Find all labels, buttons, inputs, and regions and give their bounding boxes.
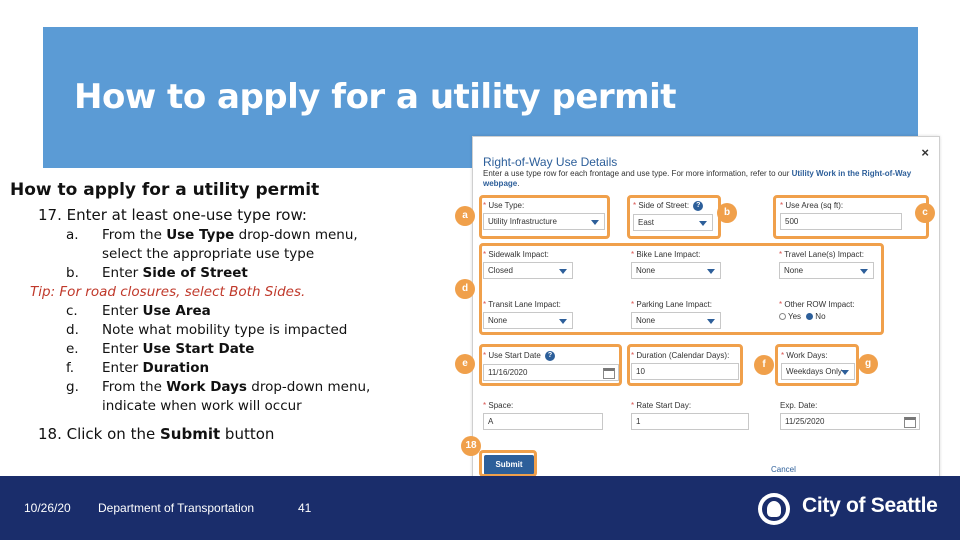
required-mark: * — [779, 250, 783, 259]
marker-g: g — [858, 354, 878, 374]
substep-letter: d. — [66, 322, 79, 338]
marker-18: 18 — [461, 436, 481, 456]
city-logo-text: City of Seattle — [802, 494, 938, 517]
substep-letter: c. — [66, 303, 78, 319]
required-mark: * — [631, 401, 635, 410]
substep-g — [66, 378, 416, 416]
step-18-text: 18. Click on the — [38, 425, 160, 443]
duration-value: 10 — [636, 367, 645, 376]
sidewalk-impact-label: Sidewalk Impact: — [488, 250, 549, 259]
substep-bold: Use Start Date — [142, 341, 255, 357]
other-row-impact-label: Other ROW Impact: — [784, 300, 855, 309]
bike-lane-impact-label: Bike Lane Impact: — [636, 250, 701, 259]
use-start-date-label: Use Start Date — [488, 351, 541, 361]
substep-letter: g. — [66, 379, 79, 395]
tip-text: : For road closures, select Both Sides. — [50, 284, 306, 300]
radio-yes-label: Yes — [788, 312, 802, 321]
marker-a: a — [455, 206, 475, 226]
sidewalk-impact-value: Closed — [488, 266, 513, 275]
section-heading: How to apply for a utility permit — [10, 180, 320, 200]
required-mark: * — [483, 250, 487, 259]
substep-text: Enter — [102, 265, 143, 281]
highlight-box-d — [479, 243, 884, 335]
required-mark: * — [483, 300, 487, 309]
help-icon[interactable]: ? — [545, 351, 555, 361]
space-field — [483, 401, 603, 430]
step-18 — [38, 425, 274, 443]
intro-text: . — [517, 179, 520, 188]
use-type-value: Utility Infrastructure — [488, 217, 557, 226]
slide-title: How to apply for a utility permit — [74, 77, 676, 117]
utility-work-link[interactable]: Utility Work in the Right-of-Way webpage — [483, 169, 912, 188]
substep-text: Enter — [102, 303, 143, 319]
required-mark: * — [781, 351, 785, 360]
intro-text: Enter a use type row for each frontage and use type. For more information, refer to our — [483, 169, 792, 178]
substep-text-line2: select the appropriate use type — [102, 246, 315, 262]
calendar-icon[interactable] — [904, 417, 916, 428]
exp-date-field — [780, 401, 920, 430]
substep-letter: a. — [66, 227, 79, 243]
radio-no-label: No — [815, 312, 826, 321]
transit-lane-impact-label: Transit Lane Impact: — [488, 300, 561, 309]
work-days-value: Weekdays Only — [786, 367, 842, 376]
substep-bold: Use Area — [142, 303, 211, 319]
substep-bold: Use Type — [166, 227, 235, 243]
substep-text: drop-down menu, — [234, 227, 358, 243]
required-mark: * — [633, 201, 637, 211]
exp-date-label: Exp. Date: — [780, 401, 818, 410]
rate-start-day-label: Rate Start Day: — [636, 401, 692, 410]
parking-lane-impact-value: None — [636, 316, 656, 325]
help-icon[interactable]: ? — [693, 201, 703, 211]
highlight-box-f — [627, 344, 743, 386]
page-number: 41 — [298, 501, 312, 515]
highlight-box-b — [627, 195, 721, 239]
footer-bar — [0, 476, 960, 540]
substep-text: Enter — [102, 360, 143, 376]
space-value: A — [488, 417, 494, 426]
substep-text: From the — [102, 379, 167, 395]
footer-date: 10/26/20 — [24, 501, 71, 515]
substep-bold: Side of Street — [142, 265, 248, 281]
marker-d: d — [455, 279, 475, 299]
required-mark: * — [483, 201, 487, 210]
parking-lane-impact-label: Parking Lane Impact: — [636, 300, 712, 309]
use-area-value: 500 — [785, 217, 799, 226]
required-mark: * — [631, 250, 635, 259]
substep-e — [66, 340, 416, 359]
rate-start-day-field — [631, 401, 749, 430]
tip-label: Tip — [30, 284, 51, 300]
city-seal-icon — [758, 493, 790, 525]
required-mark: * — [631, 351, 635, 360]
marker-e: e — [455, 354, 475, 374]
highlight-box-a — [479, 195, 610, 239]
substep-text-line2: indicate when work will occur — [102, 398, 302, 414]
travel-lane-impact-value: None — [784, 266, 804, 275]
substep-letter: b. — [66, 265, 79, 281]
marker-c: c — [915, 203, 935, 223]
marker-f: f — [754, 355, 774, 375]
transit-lane-impact-value: None — [488, 316, 508, 325]
substep-bold: Duration — [142, 360, 210, 376]
step-17: 17. Enter at least one-use type row: — [38, 206, 307, 224]
use-type-label: Use Type: — [488, 201, 525, 210]
rate-start-day-input[interactable] — [631, 413, 749, 430]
side-of-street-value: East — [638, 218, 655, 227]
substep-text: Enter — [102, 341, 143, 357]
step-18-text: button — [220, 425, 275, 443]
substep-f — [66, 359, 416, 378]
submit-button[interactable]: Submit — [484, 455, 534, 475]
exp-date-input[interactable] — [780, 413, 920, 430]
dialog-intro — [483, 169, 928, 189]
rate-start-day-value: 1 — [636, 417, 641, 426]
substep-a — [66, 226, 416, 264]
highlight-box-c — [773, 195, 929, 239]
substep-text: Note what mobility type is impacted — [102, 322, 348, 338]
substep-b — [66, 264, 416, 283]
dialog-title: Right-of-Way Use Details — [483, 155, 618, 169]
step-18-bold: Submit — [159, 425, 221, 443]
highlight-box-g — [775, 344, 859, 386]
use-start-date-value: 11/16/2020 — [488, 368, 528, 377]
required-mark: * — [631, 300, 635, 309]
required-mark: * — [483, 351, 487, 361]
substep-list — [30, 226, 416, 416]
space-input[interactable] — [483, 413, 603, 430]
travel-lane-impact-label: Travel Lane(s) Impact: — [784, 250, 864, 259]
highlight-box-e — [479, 344, 622, 386]
required-mark: * — [779, 300, 783, 309]
substep-text: From the — [102, 227, 167, 243]
tip-note — [30, 283, 416, 302]
marker-b: b — [717, 203, 737, 223]
duration-label: Duration (Calendar Days): — [636, 351, 730, 360]
substep-text: drop-down menu, — [246, 379, 371, 395]
use-area-label: Use Area (sq ft): — [785, 201, 844, 210]
footer-department: Department of Transportation — [98, 501, 255, 515]
substep-bold: Work Days — [166, 379, 247, 395]
substep-letter: e. — [66, 341, 79, 357]
highlight-box-18 — [479, 450, 537, 477]
work-days-label: Work Days: — [786, 351, 828, 360]
space-label: Space: — [488, 401, 514, 410]
cancel-link[interactable]: Cancel — [771, 465, 796, 474]
required-mark: * — [780, 201, 784, 210]
substep-c — [66, 302, 416, 321]
close-icon[interactable]: × — [921, 145, 929, 160]
bike-lane-impact-value: None — [636, 266, 656, 275]
right-of-way-use-dialog — [461, 136, 940, 488]
substep-d — [66, 321, 416, 340]
required-mark: * — [483, 401, 487, 410]
side-of-street-label: Side of Street: — [638, 201, 690, 211]
exp-date-value: 11/25/2020 — [785, 417, 825, 426]
substep-letter: f. — [66, 360, 75, 376]
